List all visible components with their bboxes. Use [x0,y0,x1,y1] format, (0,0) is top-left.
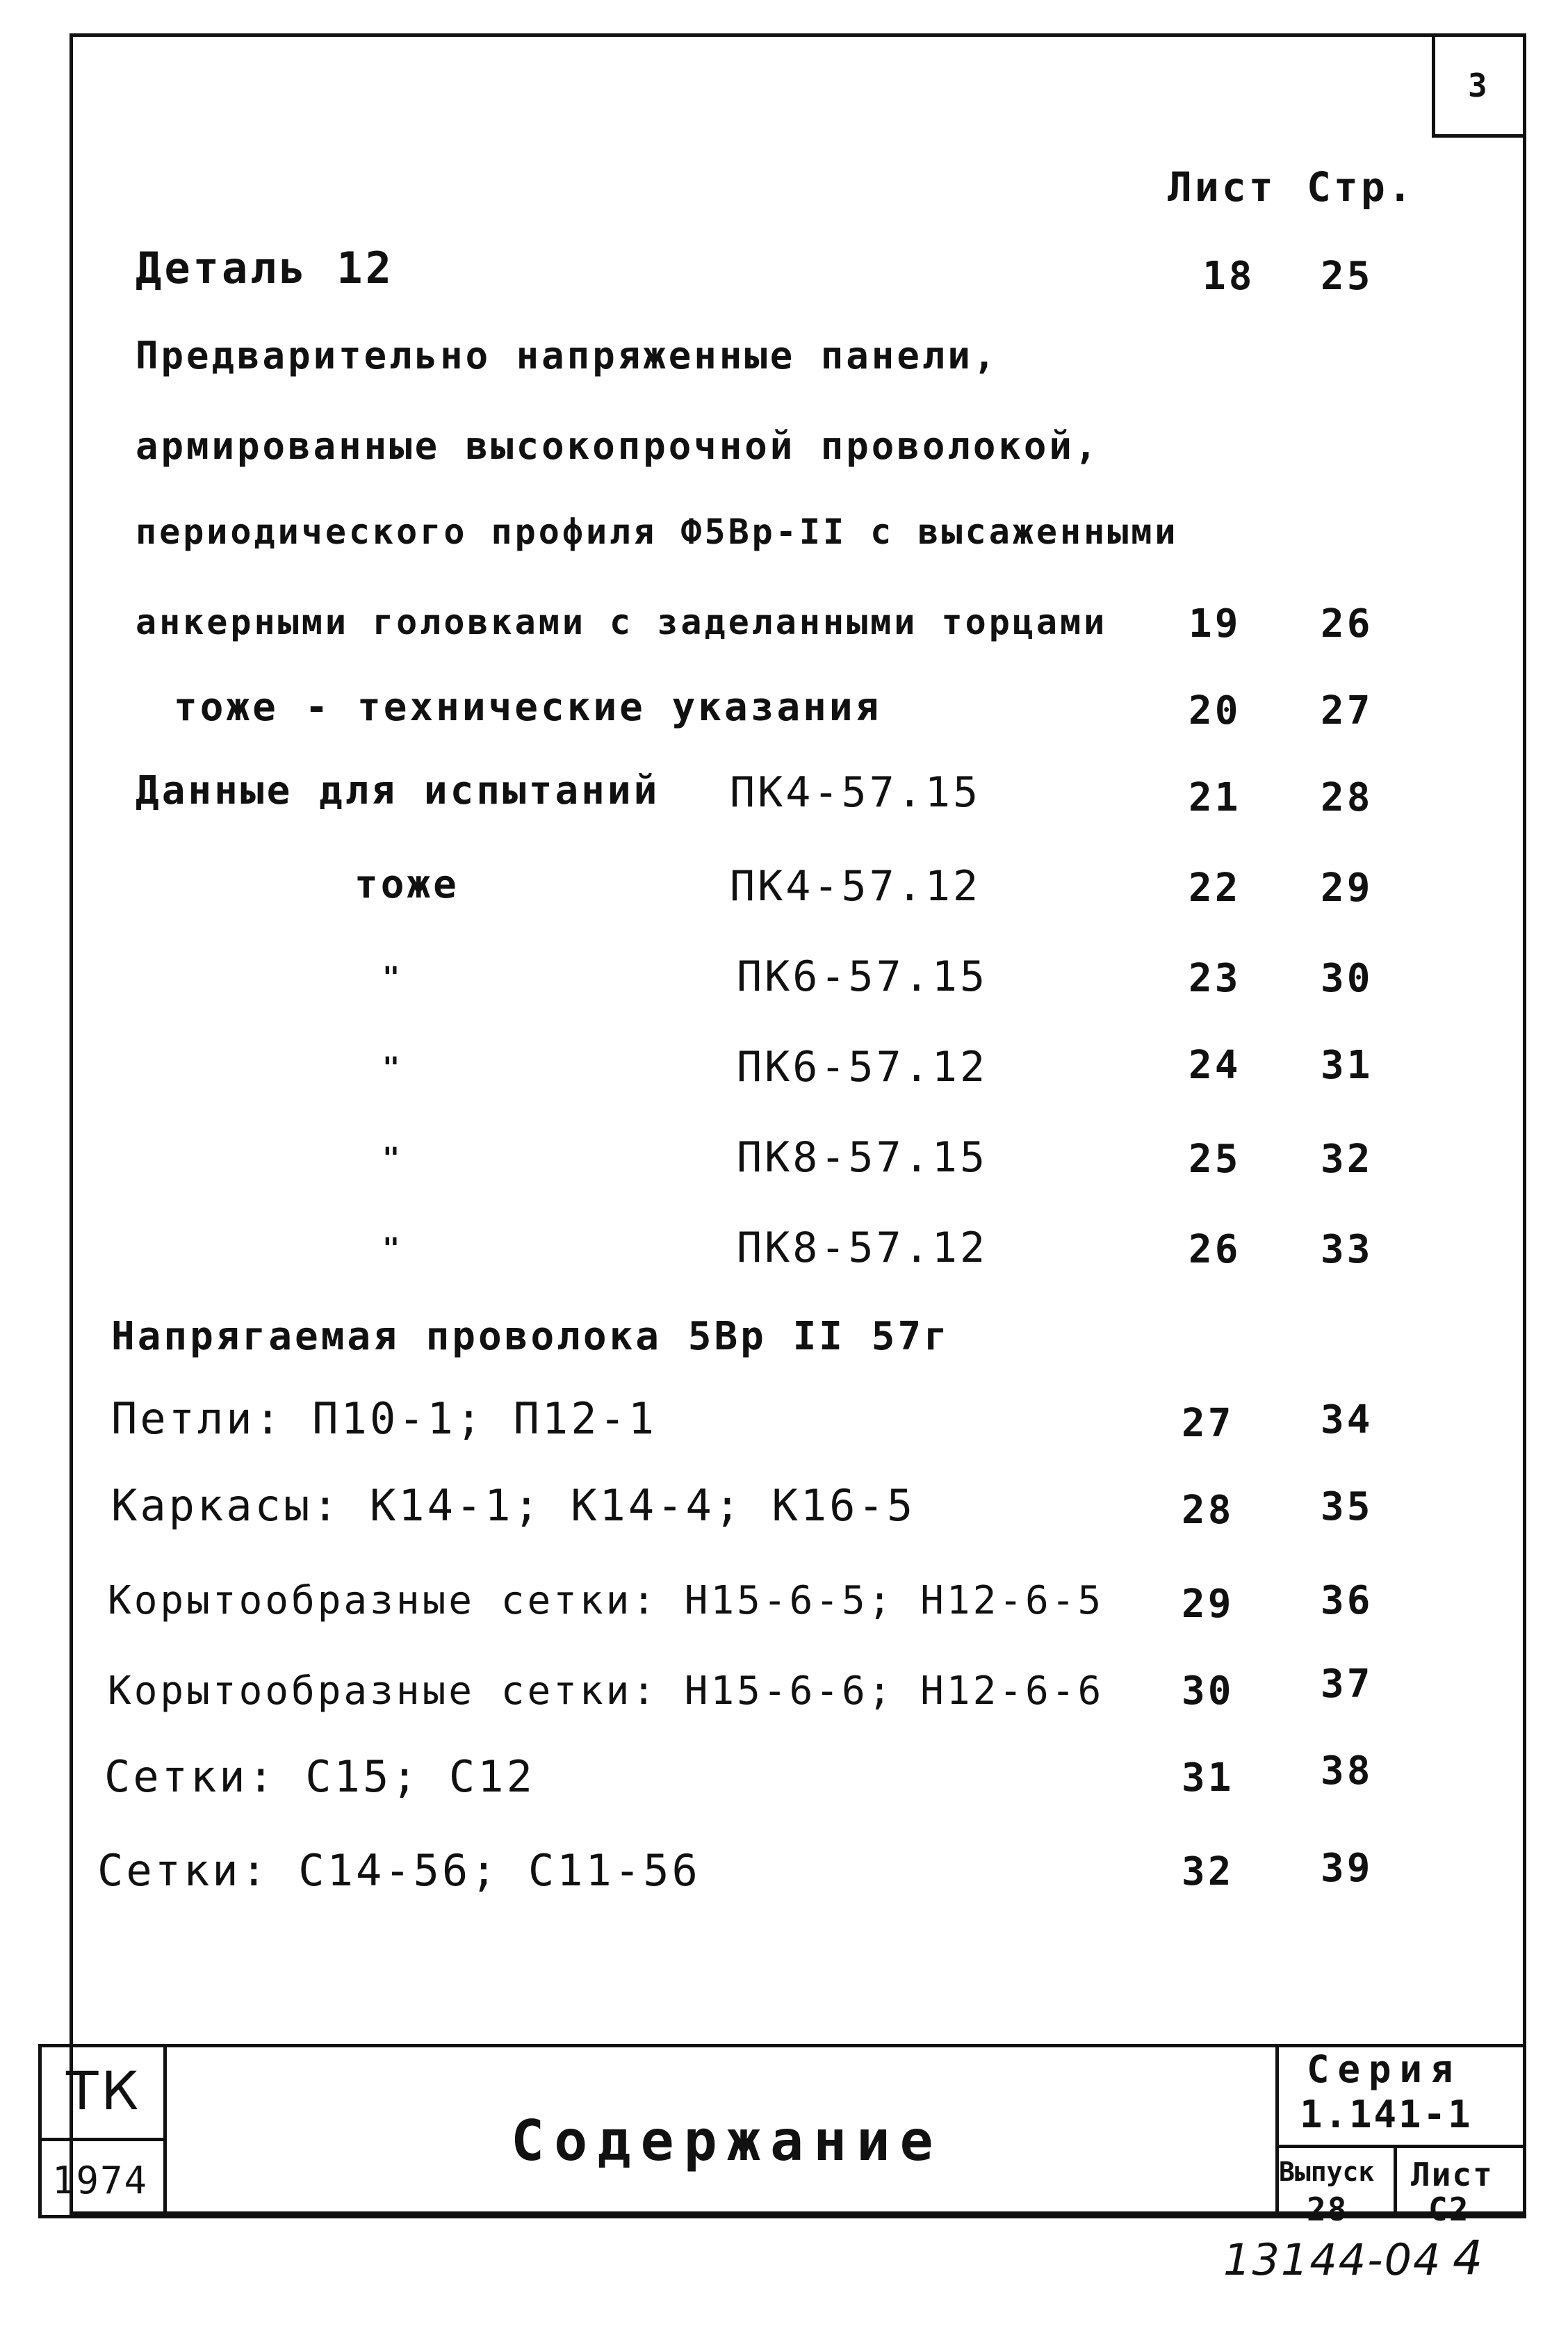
sheet-number: 3 [1468,67,1490,104]
stamp-issue-value: 28 [1307,2191,1348,2228]
row-page: 34 [1321,1397,1373,1443]
row-sheet: 28 [1182,1488,1234,1533]
header-page: Стр. [1307,163,1415,211]
stamp-bottom-line [38,2215,1526,2218]
row-sheet: 24 [1189,1043,1241,1088]
row-page: 39 [1321,1846,1373,1891]
row-sheet: 23 [1189,956,1241,1001]
archive-page: 4 [1453,2231,1485,2286]
row-sheet: 26 [1189,1227,1241,1272]
row-code: ПК6-57.15 [737,952,988,1001]
row-sheet: 29 [1182,1582,1234,1627]
row-sheet: 20 [1189,688,1241,733]
row-text: анкерными головками с заделанными торцами [136,602,1108,642]
row-sheet: 19 [1189,601,1241,647]
row-sheet: 21 [1189,775,1241,820]
row-page: 28 [1321,775,1373,820]
stamp-title: Содержание [511,2109,943,2173]
row-sheet: 25 [1189,1137,1241,1182]
stamp-org: ТК [66,2060,142,2122]
row-text: тоже - технические указания [174,685,882,730]
stamp-series-line [1275,2145,1526,2148]
row-text: " [382,960,403,994]
stamp-left-line [38,2044,42,2218]
stamp-issue-divider [1394,2145,1397,2218]
row-sheet: 22 [1189,866,1241,911]
row-text: Данные для испытаний [136,768,660,813]
stamp-series-divider [1275,2044,1279,2218]
row-text: Напрягаемая проволока 5Вр II 57г [111,1314,950,1359]
stamp-sheet-value: С2 [1428,2191,1470,2228]
row-code: ПК8-57.12 [737,1224,988,1272]
archive-number: 13144-04 [1223,2234,1442,2285]
row-text: армированные высокопрочной проволокой, [136,424,1100,468]
stamp-top-line [38,2044,1526,2047]
row-page: 32 [1321,1137,1373,1182]
stamp-org-divider [163,2044,167,2218]
row-text: тоже [354,862,459,907]
row-page: 29 [1321,866,1373,911]
row-page: 33 [1321,1227,1373,1272]
row-sheet: 32 [1182,1849,1234,1894]
row-sheet: 27 [1182,1401,1234,1446]
stamp-series-label: Серия [1307,2047,1462,2091]
row-page: 27 [1321,688,1373,733]
stamp-issue-label: Выпуск [1279,2157,1375,2187]
row-page: 35 [1321,1484,1373,1529]
row-code: ПК4-57.15 [730,768,981,817]
row-text: Каркасы: К14-1; К14-4; К16-5 [111,1480,916,1531]
row-sheet: 30 [1182,1668,1234,1714]
row-text: Корытообразные сетки: Н15-6-5; Н12-6-5 [108,1578,1104,1623]
row-page: 30 [1321,956,1373,1001]
row-sheet: 31 [1182,1755,1234,1801]
row-sheet: 18 [1202,254,1255,299]
row-page: 37 [1321,1662,1373,1707]
row-text: Корытообразные сетки: Н15-6-6; Н12-6-6 [108,1668,1104,1714]
row-code: ПК6-57.12 [737,1043,988,1091]
row-text: Сетки: С15; С12 [104,1751,535,1802]
header-sheet: Лист [1168,163,1276,211]
row-text: Сетки: С14-56; С11-56 [97,1845,701,1896]
row-page: 36 [1321,1578,1373,1623]
row-page: 25 [1321,254,1373,299]
row-text: " [382,1141,403,1175]
row-text: периодического профиля Ф5Вр-II с высаженными [136,512,1179,552]
row-text: Деталь 12 [136,243,394,293]
row-code: ПК4-57.12 [730,862,981,911]
stamp-year: 1974 [52,2159,149,2202]
stamp-sheet-label: Лист [1411,2156,1494,2193]
row-text: " [382,1231,403,1265]
row-text: " [382,1050,403,1085]
row-text: Петли: П10-1; П12-1 [111,1393,658,1444]
stamp-org-year-line [38,2138,167,2141]
row-page: 26 [1321,601,1373,647]
row-page: 38 [1321,1748,1373,1794]
stamp-series-value: 1.141-1 [1300,2093,1473,2136]
row-page: 31 [1321,1043,1373,1088]
row-code: ПК8-57.15 [737,1133,988,1182]
row-text: Предварительно напряженные панели, [136,334,999,377]
